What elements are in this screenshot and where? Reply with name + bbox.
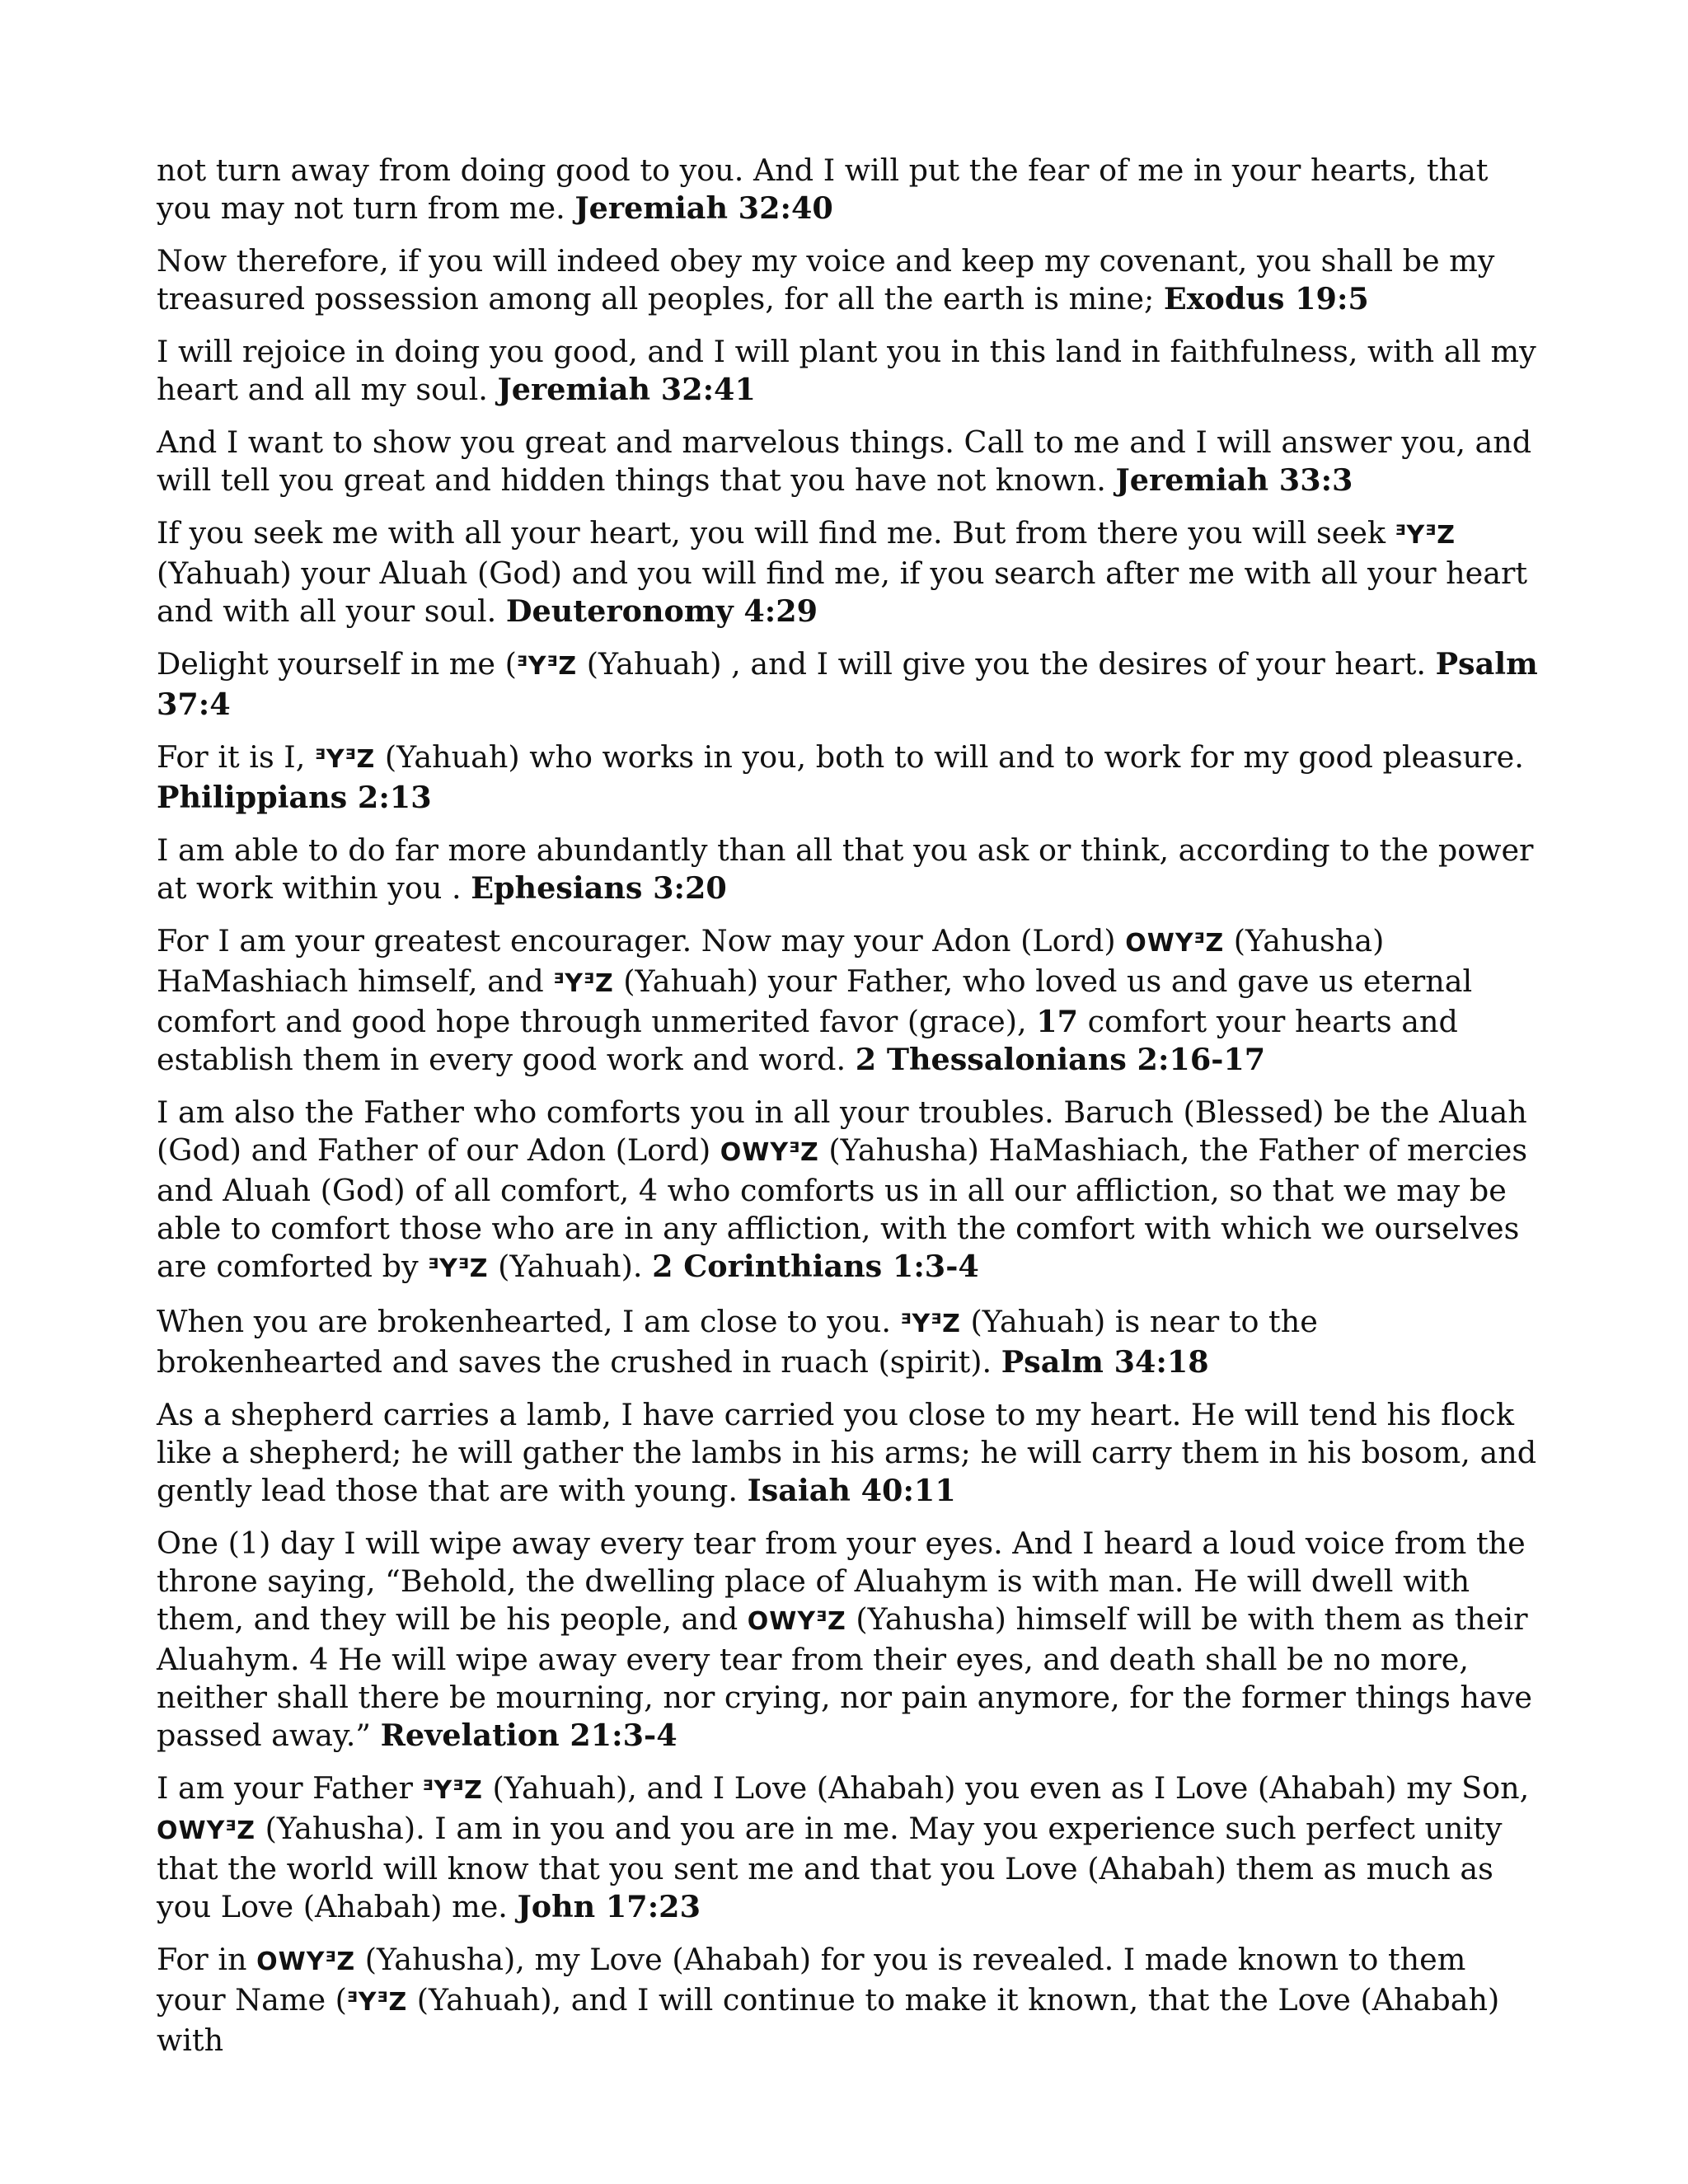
verse-text: (Yahuah) , and I will give you the desires of your heart. [577,646,1436,682]
verse-text: For in [157,1942,257,1977]
scripture-reference: John 17:23 [517,1889,701,1924]
verse-text: (Yahusha). I am in you and you are in me. May you experience such perfect unity that the world will know that you sent me and that you Love (Ahabah) them as much as you Love (Ahabah) me. [157,1811,1503,1924]
scripture-reference: Philippians 2:13 [157,780,432,815]
verse-text: (Yahusha), my Love (Ahabah) for you is revealed. I made known to them your Name ( [157,1942,1466,2018]
document-page [157,152,1541,2074]
paleo-hebrew-name: ᴲYᴲZ [1395,521,1456,550]
verse-paragraph [157,152,1541,227]
verse-paragraph [157,645,1541,724]
scripture-reference: Psalm 34:18 [1001,1344,1209,1380]
scripture-reference: Jeremiah 32:41 [497,372,756,407]
verse-text: If you seek me with all your heart, you will find me. But from there you will seek [157,515,1395,551]
scripture-reference: Jeremiah 32:40 [574,190,833,226]
verse-paragraph [157,1303,1541,1381]
scripture-reference: Isaiah 40:11 [747,1473,956,1508]
verse-text: Now therefore, if you will indeed obey my voice and keep my covenant, you shall be my treasured possession among all peoples, for all the earth is mine; [157,243,1495,316]
verse-text: I am also the Father who comforts you in all your troubles. Baruch (Blessed) be the Aluah (God) and Father of our Adon (Lord) [157,1094,1527,1168]
verse-paragraph [157,514,1541,630]
verse-paragraph [157,738,1541,817]
paleo-hebrew-name: OWYᴲZ [1125,929,1225,958]
verse-paragraph [157,922,1541,1079]
paleo-hebrew-name: OWYᴲZ [747,1607,846,1636]
scripture-reference: 17 [1036,1004,1078,1039]
verse-paragraph [157,1396,1541,1510]
scripture-reference: Psalm 37:4 [157,646,1538,722]
verse-text: I am your Father [157,1770,423,1806]
verse-text: (Yahuah) your Father, who loved us and gave us eternal comfort and good hope through unmerited favor (grace), [157,963,1473,1039]
verse-paragraph [157,242,1541,318]
verse-paragraph [157,333,1541,409]
verse-text: comfort your hearts and establish them in every good work and word. [157,1004,1458,1077]
verse-text: (Yahuah), and I will continue to make it known, that the Love (Ahabah) with [157,1982,1500,2058]
paleo-hebrew-name: ᴲYᴲZ [900,1310,961,1338]
verse-paragraph [157,424,1541,499]
verse-text: One (1) day I will wipe away every tear from your eyes. And I heard a loud voice from the throne saying, “Behold, the dwelling place of Aluahym is with man. He will dwell with them, and they will be his people, and [157,1526,1526,1637]
verse-text: Delight yourself in me ( [157,646,517,682]
verse-text: (Yahuah) who works in you, both to will and to work for my good pleasure. [375,739,1524,775]
verse-text: (Yahuah). [488,1249,653,1284]
verse-paragraph [157,1769,1541,1926]
paleo-hebrew-name: OWYᴲZ [720,1138,819,1167]
paleo-hebrew-name: ᴲYᴲZ [422,1776,483,1805]
paleo-hebrew-name: OWYᴲZ [157,1816,256,1845]
paleo-hebrew-name: OWYᴲZ [256,1947,356,1976]
verse-paragraph [157,1941,1541,2060]
verse-paragraph [157,1525,1541,1755]
verse-text: (Yahusha) HaMashiach, the Father of mercies and Aluah (God) of all comfort, 4 who comforts us in all our affliction, so that we may be able to comfort those who are in any affliction, with the comfort with which we ourselves are comforted by [157,1132,1528,1284]
paleo-hebrew-name: ᴲYᴲZ [516,652,578,681]
verse-paragraph [157,832,1541,907]
verse-text: not turn away from doing good to you. And I will put the fear of me in your hearts, that you may not turn from me. [157,152,1489,226]
verse-text: (Yahuah) is near to the brokenhearted and saves the crushed in ruach (spirit). [157,1304,1318,1380]
paleo-hebrew-name: ᴲYᴲZ [346,1988,408,2017]
scripture-reference: Exodus 19:5 [1163,281,1369,316]
verse-text: I am able to do far more abundantly than all that you ask or think, according to the power at work within you . [157,832,1534,906]
scripture-reference: 2 Thessalonians 2:16-17 [855,1042,1266,1077]
verse-text: When you are brokenhearted, I am close to you. [157,1304,901,1339]
verse-text: For it is I, [157,739,315,775]
verse-text: As a shepherd carries a lamb, I have carried you close to my heart. He will tend his flock like a shepherd; he will gather the lambs in his arms; he will carry them in his bosom, and gently lead those that are with young. [157,1397,1537,1508]
verse-text: (Yahusha) himself will be with them as their Aluahym. 4 He will wipe away every tear from their eyes, and death shall be no more, neither shall there be mourning, nor crying, nor pain anymore, for the former things have passed away.” [157,1601,1532,1753]
verse-text: (Yahuah) your Aluah (God) and you will find me, if you search after me with all your heart and with all your soul. [157,555,1528,629]
scripture-reference: 2 Corinthians 1:3-4 [652,1249,979,1284]
scripture-reference: Revelation 21:3-4 [380,1718,678,1753]
scripture-reference: Deuteronomy 4:29 [505,593,818,629]
verse-paragraph [157,1094,1541,1288]
verse-text: For I am your greatest encourager. Now may your Adon (Lord) [157,923,1126,958]
scripture-reference: Jeremiah 33:3 [1115,462,1353,498]
verse-text: I will rejoice in doing you good, and I will plant you in this land in faithfulness, with all my heart and all my soul. [157,334,1536,407]
paleo-hebrew-name: ᴲYᴲZ [553,969,614,998]
paleo-hebrew-name: ᴲYᴲZ [428,1254,489,1283]
paleo-hebrew-name: ᴲYᴲZ [314,745,376,774]
verse-text: And I want to show you great and marvelous things. Call to me and I will answer you, and will tell you great and hidden things that you have not known. [157,424,1532,498]
scripture-reference: Ephesians 3:20 [471,870,727,906]
verse-text: (Yahuah), and I Love (Ahabah) you even as I Love (Ahabah) my Son, [482,1770,1530,1806]
verse-text: (Yahusha) HaMashiach himself, and [157,923,1385,999]
